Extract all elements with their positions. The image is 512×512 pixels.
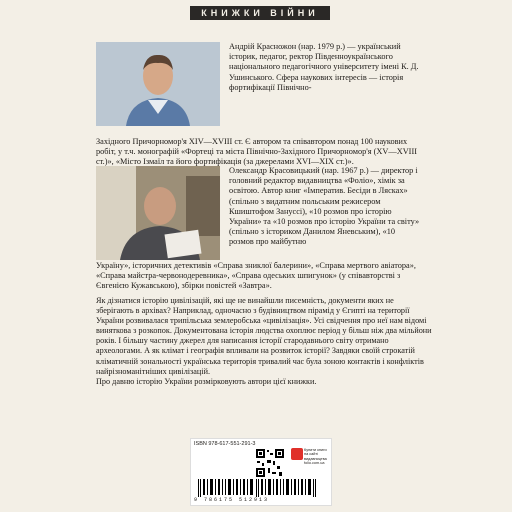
barcode-panel [190,438,332,506]
barcode-number: 9 786175 512913 [194,497,270,503]
author-photo-krasnozhon [96,42,220,126]
book-description [96,296,432,387]
shop-note: Купити книги на сайті видавництва folio.com.ua [304,448,327,466]
qr-code-icon [255,448,285,478]
description-paragraph: Про давню історію України розмірковують автори цієї книжки. [96,376,317,386]
description-paragraph: Як дізнатися історію цивілізацій, які ще не винайшли писемність, документи яких не зберігають в архівах? Наприклад, одночасно з будівництвом пірамід у Єгипті на території України розвивалася трипільська землеробська «цивілізація». Усі свідчення про неї нам відомі виняткова з розкопок. Документована історія людства охоплює період у більш ніж два мільйони років. І більшу частину джерел для написання історії стародавнього світу отримано археологами. А як клімат і географія впливали на розвиток історії? Завдяки своїй строкатій кліматичній зональності українська територія тривалий час була зоною контактів і конфліктів найрізноманітніших цивілізацій. [96,296,432,376]
author1-bio-bottom: Західного Причорномор'я XIV—XVIII ст. Є автором та співавтором понад 100 наукових робіт, у т.ч. монографій «Фортеці та міста Північно-Західного Причорномор'я (XV—XVIII ст.)», «Місто Ізмаїл та його фортифікація (за джерелами XVI—XIX ст.)». [96,137,417,167]
isbn: ISBN 978-617-551-291-3 [194,441,256,447]
barcode-icon [194,479,328,497]
author1-bio-top: Андрій Красножон (нар. 1979 р.) — український історик, педагог, ректор Південноукраїнського національного педагогічного університету імені К. Д. Ушинського. Сфера наукових інтересів — історія фортифікації Північно- [229,42,419,92]
shop-logo-icon [291,448,303,460]
series-title: КНИЖКИ ВІЙНИ [190,6,330,20]
author2-bio-bottom: Україну», історичних детективів «Справа зниклої балерини», «Справа мертвого авіатора», «Справа майстра-червонодеревника», «Справа одеських шпигунок» (у співавторстві з Євгенією Кужавською), збірки повістей «Завтра». [96,261,416,291]
author-photo-krasovytskyi [96,166,220,260]
author2-bio-top: Олександр Красовицький (нар. 1967 р.) — директор і головний редактор видавництва «Фоліо», хімік за освітою. Автор книг «Імператив. Бесіди в Лясках» (спільно з видатним польським режисером Кшиштофом Занусcі), «10 розмов про історію України» та «10 розмов про історію України та світу» (спільно з істориком Данилом Яневським), «10 розмов про майбутню [229,166,420,247]
